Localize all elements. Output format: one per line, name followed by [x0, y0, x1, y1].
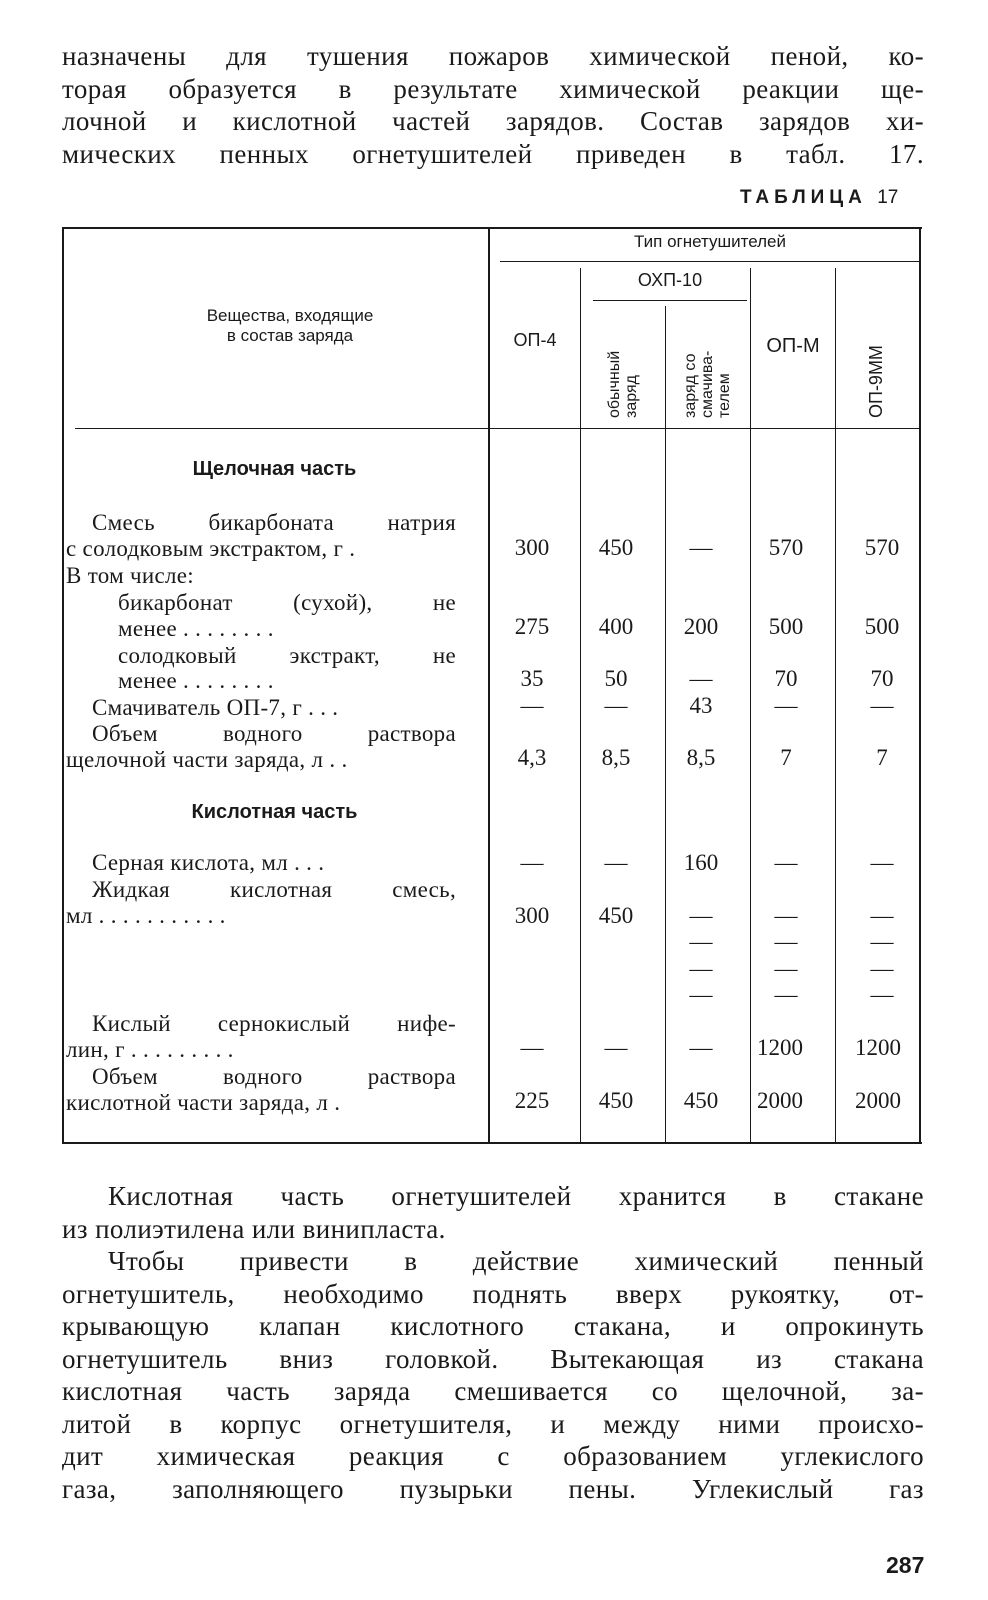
- row-label: менее . . . . . . . .: [118, 616, 274, 641]
- row-label: с солодковым экстрактом, г .: [66, 536, 356, 561]
- page-number: 287: [886, 1552, 925, 1578]
- table-cell: —: [604, 693, 628, 718]
- substance-header: Вещества, входящие в состав заряда: [206, 306, 374, 345]
- table-cell: —: [689, 982, 713, 1007]
- table-cell: —: [774, 929, 798, 954]
- row-label: солодковый экстракт, не: [118, 643, 456, 668]
- table-cell: —: [520, 850, 544, 875]
- table-cell: —: [774, 956, 798, 981]
- table-cell: 450: [598, 535, 634, 560]
- outro-line: Чтобы привести в действие химический пенный: [108, 1246, 924, 1276]
- table-cell: 275: [514, 614, 550, 639]
- row-label: бикарбонат (сухой), не: [118, 590, 456, 615]
- table-cell: 8,5: [686, 745, 716, 770]
- table-cell: 450: [598, 903, 634, 928]
- table-cell: 7: [876, 745, 888, 770]
- table-cell: 200: [683, 614, 719, 639]
- row-label: В том числе:: [66, 563, 194, 588]
- table-cell: 500: [864, 614, 900, 639]
- intro-line: мических пенных огнетушителей приведен в табл. 17.: [62, 138, 924, 169]
- table-caption: [740, 187, 898, 209]
- outro-line: кислотная часть заряда смешивается со щелочной, за-: [62, 1376, 924, 1406]
- table-cell: —: [689, 666, 713, 691]
- table-cell: —: [689, 929, 713, 954]
- table-cell: 7: [780, 745, 792, 770]
- table-cell: —: [774, 982, 798, 1007]
- table-cell: —: [774, 903, 798, 928]
- table-cell: 160: [683, 850, 719, 875]
- row-label: лин, г . . . . . . . . .: [66, 1037, 234, 1062]
- outro-line: крывающую клапан кислотного стакана, и опрокинуть: [62, 1311, 924, 1341]
- table-cell: 225: [514, 1088, 550, 1113]
- outro-line: огнетушитель, необходимо поднять вверх рукоятку, от-: [62, 1278, 924, 1309]
- table-cell: —: [774, 850, 798, 875]
- table-cell: 70: [870, 666, 894, 691]
- intro-line: назначены для тушения пожаров химической пеной, ко-: [62, 41, 924, 71]
- outro-line: дит химическая реакция с образованием углекислого: [62, 1441, 924, 1471]
- outro-line: Кислотная часть огнетушителей хранится в стакане: [108, 1181, 924, 1211]
- table-cell: 2000: [855, 1088, 901, 1113]
- table-cell: 4,3: [517, 745, 547, 770]
- intro-paragraph: [62, 40, 924, 170]
- column-divider: [835, 268, 836, 1142]
- outro-line: газа, заполняющего пузырьки пены. Углекислый газ: [62, 1473, 924, 1504]
- table-cell: 450: [683, 1088, 719, 1113]
- row-label: Серная кислота, мл . . .: [92, 850, 325, 875]
- row-label: Смачиватель ОП-7, г . . .: [92, 695, 339, 720]
- table-cell: 300: [514, 535, 550, 560]
- intro-line: лочной и кислотной частей зарядов. Состав зарядов хи-: [62, 106, 924, 136]
- table-cell: —: [870, 693, 894, 718]
- table-cell: 8,5: [601, 745, 631, 770]
- left-border: [62, 227, 64, 1142]
- table-cell: —: [870, 956, 894, 981]
- table-cell: 43: [689, 693, 713, 718]
- outro-line: огнетушитель вниз головкой. Вытекающая из стакана: [62, 1343, 924, 1374]
- group-header: ОХП-10: [637, 270, 703, 290]
- table-cell: 450: [598, 1088, 634, 1113]
- table-cell: —: [689, 535, 713, 560]
- table-cell: 35: [520, 666, 544, 691]
- table-cell: 570: [768, 535, 804, 560]
- column-header-opm: ОП-М: [766, 335, 820, 357]
- row-label: мл . . . . . . . . . . .: [66, 903, 226, 928]
- row-label: Жидкая кислотная смесь,: [92, 877, 456, 902]
- table-cell: 300: [514, 903, 550, 928]
- table-cell: —: [689, 903, 713, 928]
- table-cell: —: [604, 1035, 628, 1060]
- row-label: Смесь бикарбоната натрия: [92, 510, 456, 535]
- table-bottom-rule: [62, 1142, 922, 1144]
- table-cell: —: [520, 1035, 544, 1060]
- row-label: Объем водного раствора: [92, 1064, 456, 1089]
- intro-line: торая образуется в результате химической реакции ще-: [62, 73, 924, 104]
- section-alkaline: Щелочная часть: [192, 458, 357, 480]
- table-cell: —: [689, 956, 713, 981]
- type-header-rule: [500, 261, 920, 262]
- table-cell: 400: [598, 614, 634, 639]
- table-cell: —: [604, 850, 628, 875]
- row-label: Объем водного раствора: [92, 721, 456, 746]
- table-cell: 570: [864, 535, 900, 560]
- table-cell: 1200: [855, 1035, 901, 1060]
- table-cell: —: [870, 929, 894, 954]
- outro-line: литой в корпус огнетушителя, и между ними происхо-: [62, 1408, 924, 1439]
- row-label: Кислый сернокислый нифе-: [92, 1011, 456, 1036]
- table-cell: —: [774, 693, 798, 718]
- column-header-regular-charge: обычный заряд: [606, 350, 640, 418]
- type-header: Тип огнетушителей: [634, 232, 786, 251]
- table-cell: 2000: [757, 1088, 803, 1113]
- table-cell: 50: [604, 666, 628, 691]
- column-divider: [665, 306, 666, 1142]
- group-header-rule: [593, 300, 747, 301]
- table-cell: —: [870, 903, 894, 928]
- header-bottom-rule: [75, 428, 920, 429]
- outro-paragraph: [62, 1180, 924, 1505]
- column-header-wetting-charge: заряд со смачива-телем: [682, 350, 733, 418]
- row-label: щелочной части заряда, л . .: [66, 747, 348, 772]
- table-top-rule: [62, 227, 922, 229]
- table-cell: 500: [768, 614, 804, 639]
- row-label: менее . . . . . . . .: [118, 668, 274, 693]
- table-cell: —: [870, 982, 894, 1007]
- outro-line: из полиэтилена или винипласта.: [62, 1213, 446, 1244]
- row-label: кислотной части заряда, л .: [66, 1090, 341, 1115]
- column-header-op9mm: ОП-9ММ: [866, 345, 886, 418]
- section-acid: Кислотная часть: [191, 801, 358, 823]
- table-cell: —: [689, 1035, 713, 1060]
- table-cell: 1200: [757, 1035, 803, 1060]
- table-cell: —: [870, 850, 894, 875]
- table-caption-label: ТАБЛИЦА: [740, 187, 867, 208]
- table-cell: —: [520, 693, 544, 718]
- table-caption-number: 17: [877, 187, 899, 208]
- table-cell: 70: [774, 666, 798, 691]
- column-header-op4: ОП-4: [513, 330, 557, 350]
